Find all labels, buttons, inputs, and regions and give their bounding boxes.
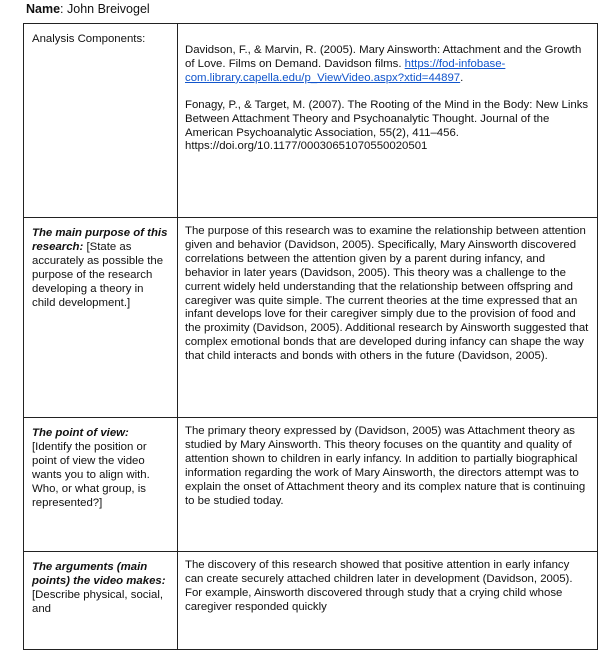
analysis-components-label: Analysis Components: [32,33,146,45]
reference-text: Davidson, F., & Marvin, R. (2005). Mary Ainsworth: Attachment and the Growth of Love. Films on Demand. Davidson films. [185,44,582,70]
name-label: Name [26,2,61,16]
arguments-answer-text: The discovery of this research showed that positive attention in early infancy can create securely attached children later in development (Davidson, 2005). For example, Ainsworth discovered through study that a crying child whose caregiver responded quickly [185,559,573,613]
reference-entry [185,99,589,155]
references-cell [178,24,598,218]
row-label-cell [24,24,178,218]
row-label-cell [24,218,178,418]
purpose-answer-cell [178,218,598,418]
purpose-heading: The main purpose of this research: [32,227,168,253]
arguments-instructions: [Describe physical, social, and [32,588,164,615]
student-name-line [26,2,150,17]
reference-text: Fonagy, P., & Target, M. (2007). The Rooting of the Mind in the Body: New Links Between Attachment Theory and Psychoanalytic Thought. Journal of the American Psychoanalytic Association, 55(2), 411–456. https://doi.org/10.1177/00030651070550020501 [185,98,589,153]
arguments-answer-cell [178,552,598,650]
analysis-table [23,23,598,650]
purpose-instructions: [State as accurately as possible the purpose of the research developing a theory in child development.] [32,240,164,309]
point-of-view-heading: The point of view: [32,427,129,439]
purpose-answer-text: The purpose of this research was to examine the relationship between attention given and behavior (Davidson, 2005). Specifically, Mary Ainsworth discovered correlations between the attention given by a parent during infancy, and behavior in later years (Davidson, 2005). This theory was a challenge to the current widely held understanding that the relationship between offspring and caregiver was quite simple. The current theories at the time expressed that an infant develops love for their caregiver simply due to the provision of food and the proximity (Davidson, 2005). Additional research by Ainsworth suggested that complex emotional bonds that are developed during infancy can shape the way that child interacts and bonds with others in the future (Davidson, 2005). [185,225,589,363]
name-value: : John Breivogel [60,2,150,16]
reference-end: . [460,71,464,84]
table-row [24,552,598,650]
table-row [24,418,598,552]
video-link[interactable]: https://fod-infobase-com.library.capella.edu/p_ViewVideo.aspx?xtid=44897 [185,57,506,84]
arguments-heading: The arguments (main points) the video makes: [32,561,166,587]
point-of-view-answer-text: The primary theory expressed by (Davidson, 2005) was Attachment theory as studied by Mary Ainsworth. This theory focuses on the quantity and quality of attention shown to children in early infancy. In addition to partially biographical information regarding the work of Mary Ainsworth, the directors attempt was to explain the onset of Attachment theory and its complex nature that is continuing to be studied today. [185,425,586,507]
reference-entry [185,44,589,86]
point-of-view-answer-cell [178,418,598,552]
point-of-view-instructions: [Identify the position or point of view the video wants you to align with. Who, or what group, is represented?] [32,440,150,509]
table-row [24,24,598,218]
row-label-cell [24,418,178,552]
table-row [24,218,598,418]
row-label-cell [24,552,178,650]
